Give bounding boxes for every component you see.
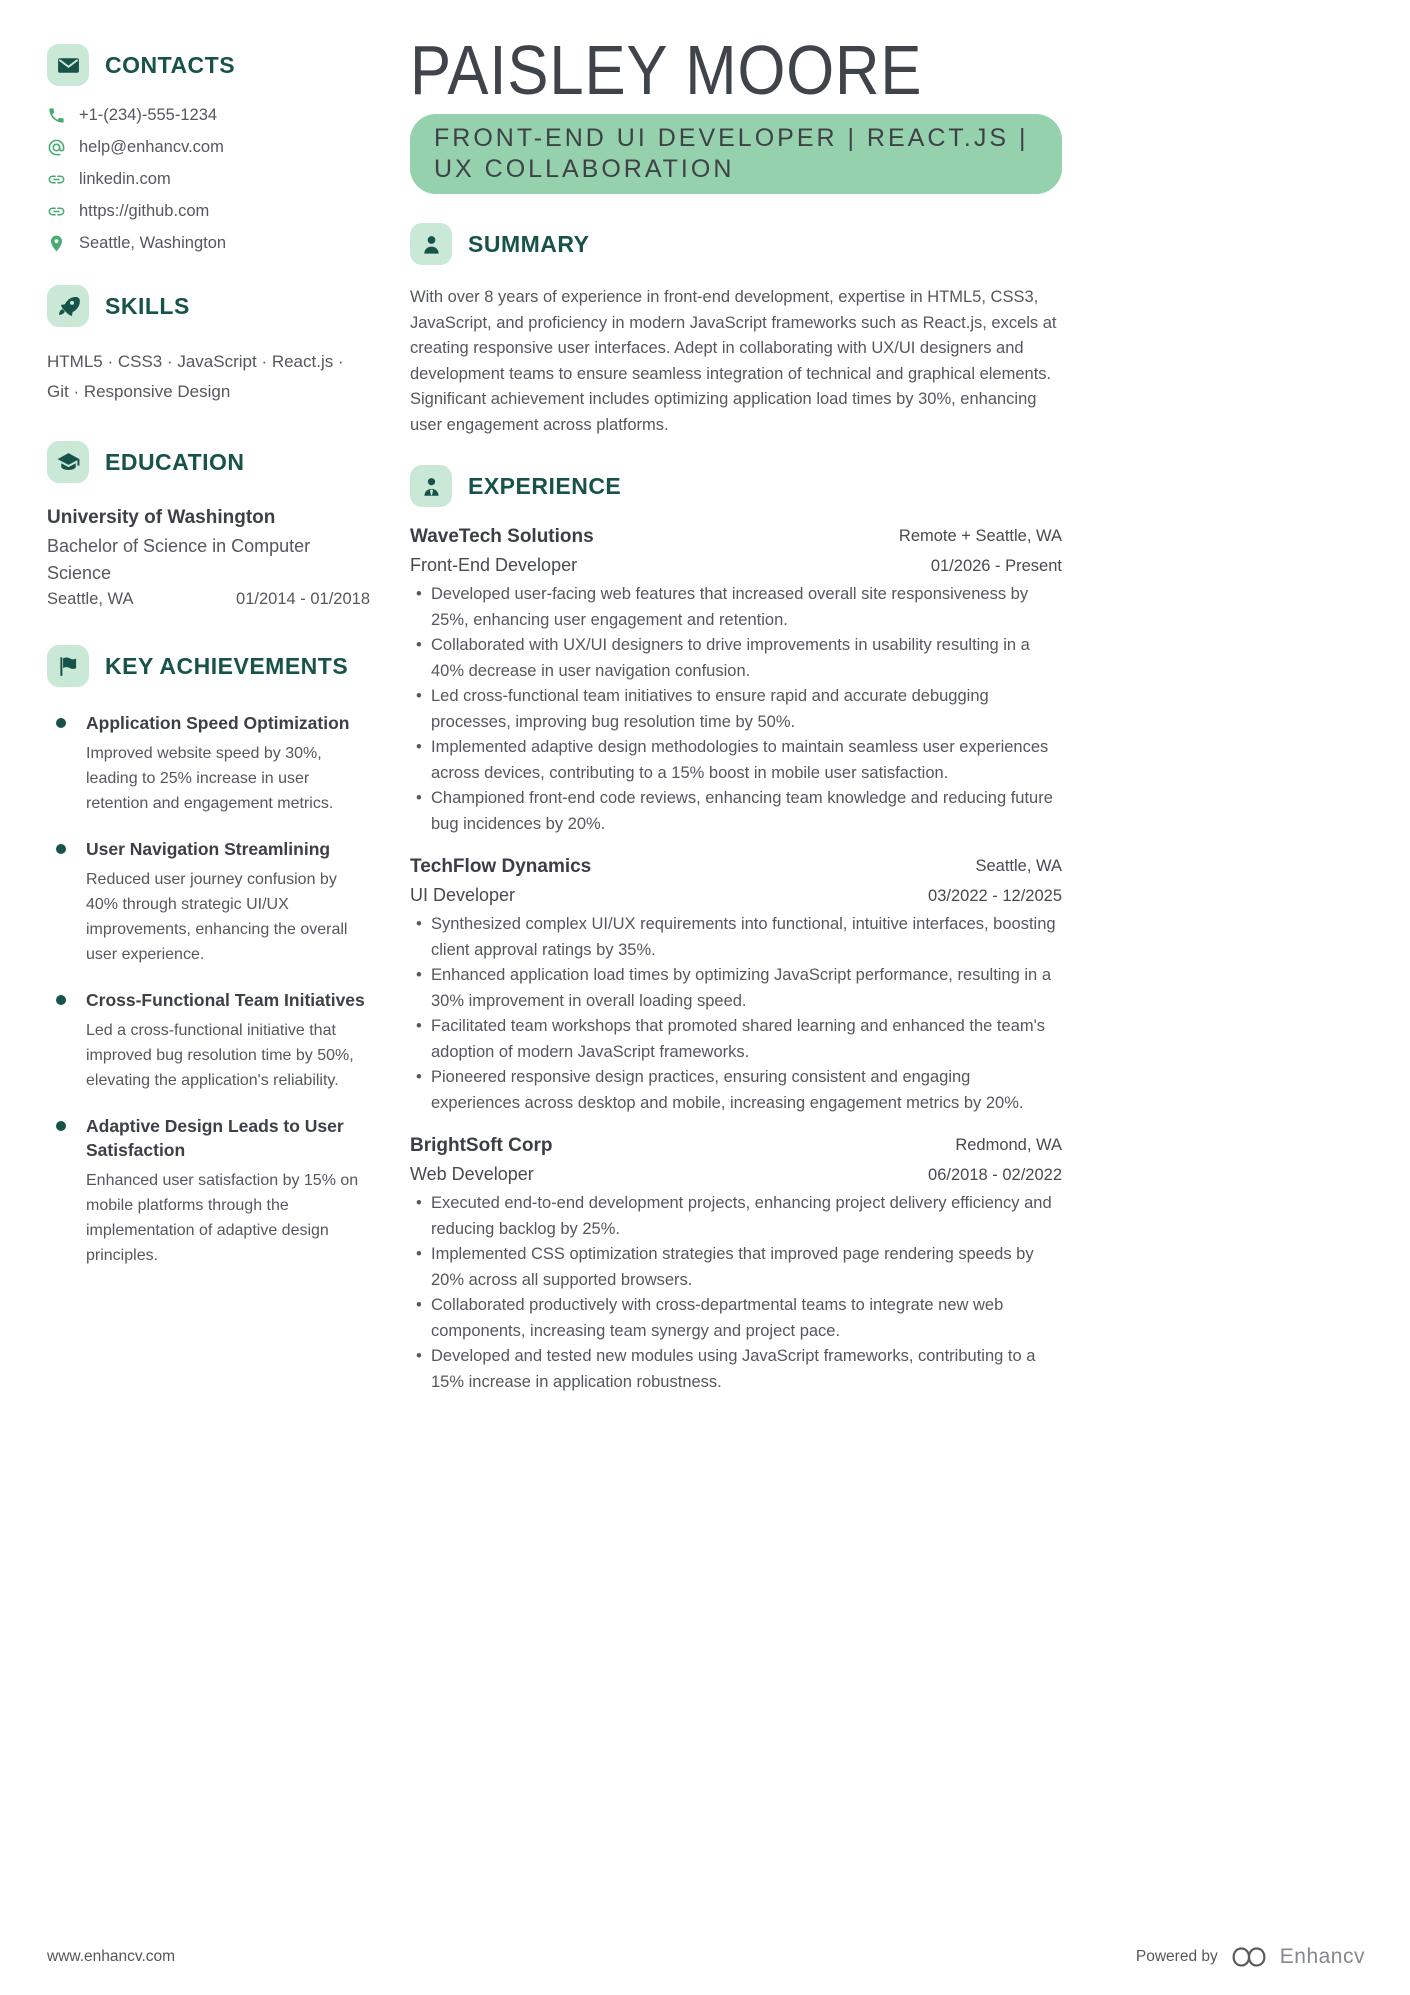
envelope-icon (47, 44, 89, 86)
achievement-title: User Navigation Streamlining (86, 839, 331, 859)
job-dates: 03/2022 - 12/2025 (928, 887, 1062, 905)
contacts-header (47, 44, 370, 86)
job-title-line1: FRONT-END UI DEVELOPER | REACT.JS | (434, 124, 1029, 152)
job-location: Seattle, WA (975, 857, 1062, 875)
achievement-description: Reduced user journey confusion by 40% through strategic UI/UX improvements, enhancing the overall user experience. (86, 871, 348, 963)
job-entry (410, 523, 1062, 837)
location-pin-icon (47, 234, 66, 253)
link-icon (47, 170, 66, 189)
section-contacts (47, 44, 370, 253)
job-bullet-list (410, 1191, 1062, 1395)
job-bullet: • Enhanced application load times by optimizing JavaScript performance, resulting in a 30% improvement in overall loading speed. (410, 963, 1062, 1014)
contact-github[interactable] (47, 202, 370, 221)
achievement-item (47, 837, 370, 967)
achievement-title: Application Speed Optimization (86, 713, 350, 733)
experience-header (410, 465, 1062, 507)
contact-list (47, 106, 370, 253)
footer-brand-area (1136, 1945, 1365, 1969)
job-bullet: • Collaborated productively with cross-departmental teams to integrate new web components, increasing team synergy and project pace. (410, 1293, 1062, 1344)
job-location: Redmond, WA (955, 1136, 1062, 1154)
job-bullet: • Facilitated team workshops that promoted shared learning and enhanced the team's adoption of modern JavaScript frameworks. (410, 1014, 1062, 1065)
job-company: TechFlow Dynamics (410, 856, 592, 877)
job-bullet: • Led cross-functional team initiatives to ensure rapid and accurate debugging processes, improving bug resolution time by 50%. (410, 684, 1062, 735)
main-column (410, 31, 1062, 1395)
contact-linkedin-text[interactable]: linkedin.com (79, 170, 171, 188)
enhancv-brand-text[interactable]: Enhancv (1279, 1945, 1365, 1968)
achievement-item (47, 988, 370, 1093)
education-meta (47, 590, 370, 609)
section-experience (410, 465, 1062, 1395)
job-location: Remote + Seattle, WA (898, 527, 1062, 545)
bullet-dot-icon (56, 995, 66, 1005)
job-title-line2: UX COLLABORATION (434, 155, 735, 183)
job-dates: 06/2018 - 02/2022 (928, 1166, 1062, 1184)
job-title: UI Developer (410, 885, 516, 905)
job-company: WaveTech Solutions (410, 526, 594, 547)
contact-github-text[interactable]: https://github.com (79, 202, 210, 220)
powered-by-label: Powered by (1135, 1948, 1218, 1965)
job-bullet: • Championed front-end code reviews, enhancing team knowledge and reducing future bug incidences by 20%. (410, 786, 1062, 837)
bullet-dot-icon (56, 718, 66, 728)
flag-icon (47, 645, 89, 687)
achievement-description: Led a cross-functional initiative that improved bug resolution time by 50%, elevating the application's reliability. (86, 1022, 354, 1089)
section-skills (47, 285, 370, 407)
job-bullet: • Implemented adaptive design methodologies to maintain seamless user experiences across devices, contributing to a 15% boost in mobile user satisfaction. (410, 735, 1062, 786)
job-bullet: • Developed and tested new modules using JavaScript frameworks, contributing to a 15% increase in application robustness. (410, 1344, 1062, 1395)
job-title-banner (410, 114, 1062, 194)
achievement-item (47, 1114, 370, 1268)
achievements-header (47, 645, 370, 687)
candidate-name: PAISLEY MOORE (410, 31, 923, 109)
job-dates: 01/2026 - Present (930, 557, 1062, 575)
bullet-dot-icon (56, 1121, 66, 1131)
job-bullet: • Implemented CSS optimization strategies that improved page rendering speeds by 20% across all supported browsers. (410, 1242, 1062, 1293)
section-education (47, 441, 370, 609)
contacts-heading: CONTACTS (105, 51, 236, 78)
contact-linkedin[interactable] (47, 170, 370, 189)
bullet-dot-icon (56, 844, 66, 854)
education-dates: 01/2014 - 01/2018 (236, 590, 370, 608)
achievement-title: Adaptive Design Leads to User Satisfaction (86, 1116, 344, 1160)
contact-email[interactable] (47, 138, 370, 157)
contact-phone-text: +1-(234)-555-1234 (79, 106, 218, 124)
phone-icon (47, 106, 66, 125)
person-icon (410, 223, 452, 265)
contact-email-text[interactable]: help@enhancv.com (79, 138, 224, 156)
business-person-icon (410, 465, 452, 507)
job-bullet: • Executed end-to-end development projects, enhancing project delivery efficiency and reducing backlog by 25%. (410, 1191, 1062, 1242)
graduation-cap-icon (47, 441, 89, 483)
summary-header (410, 223, 1062, 265)
job-bullet: • Pioneered responsive design practices, ensuring consistent and engaging experiences across desktop and mobile, increasing engagement metrics by 20%. (410, 1065, 1062, 1116)
education-school: University of Washington (47, 507, 276, 528)
rocket-icon (47, 285, 89, 327)
job-bullet: • Synthesized complex UI/UX requirements into functional, intuitive interfaces, boosting client approval ratings by 35%. (410, 912, 1062, 963)
enhancv-logo-icon (1231, 1945, 1267, 1969)
job-bullet: • Collaborated with UX/UI designers to drive improvements in usability resulting in a 40% decrease in user navigation confusion. (410, 633, 1062, 684)
job-company: BrightSoft Corp (410, 1135, 553, 1156)
job-bullet-list (410, 582, 1062, 837)
at-icon (47, 138, 66, 157)
job-entry (410, 853, 1062, 1116)
contact-phone (47, 106, 370, 125)
experience-heading: EXPERIENCE (468, 472, 622, 499)
education-location: Seattle, WA (47, 590, 134, 608)
achievement-description: Improved website speed by 30%, leading to 25% increase in user retention and engagement metrics. (86, 745, 334, 812)
job-title: Front-End Developer (410, 555, 578, 575)
summary-heading: SUMMARY (468, 230, 590, 257)
skills-header (47, 285, 370, 327)
contact-location (47, 234, 370, 253)
education-heading: EDUCATION (105, 448, 245, 475)
job-title: Web Developer (410, 1164, 534, 1184)
achievements-list (47, 711, 370, 1268)
education-header (47, 441, 370, 483)
sidebar (47, 44, 370, 1289)
skills-heading: SKILLS (105, 292, 190, 319)
achievement-item (47, 711, 370, 816)
link-icon (47, 202, 66, 221)
section-achievements (47, 645, 370, 1268)
job-entry (410, 1132, 1062, 1395)
achievements-heading: KEY ACHIEVEMENTS (105, 652, 349, 679)
summary-text: With over 8 years of experience in front-end development, expertise in HTML5, CSS3, JavaScript, and proficiency in modern JavaScript frameworks such as React.js, excels at creating responsive user interfaces. Adept in collaborating with UX/UI designers and development teams to ensure seamless integration of technical and graphical elements. Significant achievement includes optimizing application load times by 30%, enhancing user engagement across platforms. (410, 288, 1057, 434)
footer-site-url[interactable]: www.enhancv.com (47, 1948, 176, 1965)
job-bullet: • Developed user-facing web features that increased overall site responsiveness by 25%, enhancing user engagement and retention. (410, 582, 1062, 633)
section-summary (410, 223, 1062, 438)
contact-location-text: Seattle, Washington (79, 234, 227, 252)
page-footer (0, 1945, 1410, 1969)
skills-text: HTML5 · CSS3 · JavaScript · React.js · Git · Responsive Design (47, 352, 344, 401)
achievement-title: Cross-Functional Team Initiatives (86, 990, 365, 1010)
job-bullet-list (410, 912, 1062, 1116)
achievement-description: Enhanced user satisfaction by 15% on mobile platforms through the implementation of adaptive design principles. (86, 1172, 359, 1264)
education-degree: Bachelor of Science in Computer Science (47, 536, 311, 583)
